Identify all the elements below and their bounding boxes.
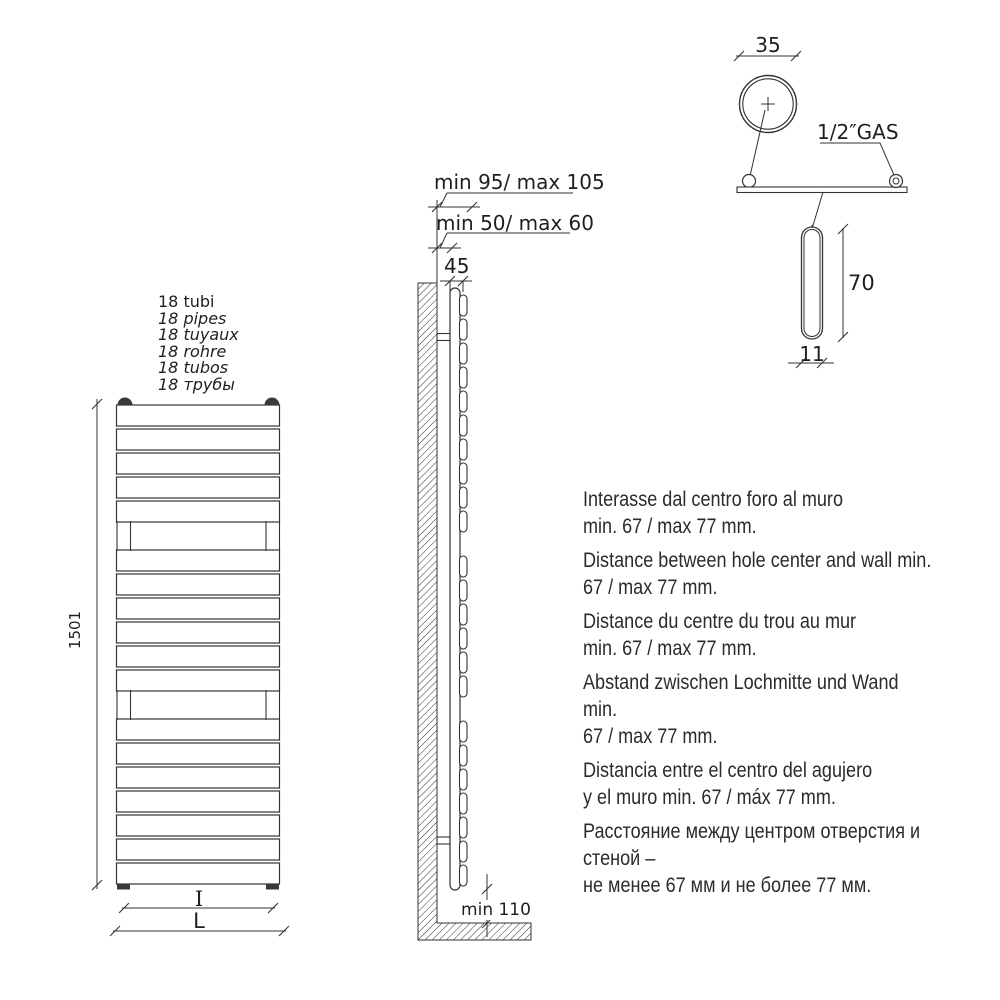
front-panel bbox=[117, 646, 280, 667]
side-panel bbox=[460, 487, 468, 508]
front-panel bbox=[117, 767, 280, 788]
side-panel bbox=[460, 628, 468, 649]
wall-offset-mid-dimension-label: min 50/ max 60 bbox=[436, 211, 594, 235]
top-bar bbox=[737, 187, 907, 193]
side-panel bbox=[460, 463, 468, 484]
tube-label-fr: 18 tuyaux bbox=[158, 325, 239, 344]
side-panel bbox=[460, 367, 468, 388]
note-it bbox=[583, 486, 933, 540]
top-cap-right bbox=[265, 398, 280, 405]
overall-width-dimension-label: L bbox=[193, 909, 205, 933]
side-panel bbox=[460, 391, 468, 412]
side-panel bbox=[460, 295, 468, 316]
side-view bbox=[437, 288, 467, 890]
wall-floor-section bbox=[418, 283, 531, 940]
note-line: min. 67 / max 77 mm. bbox=[583, 636, 757, 660]
note-line: 67 / max 77 mm. bbox=[583, 575, 718, 599]
side-panel bbox=[460, 580, 468, 601]
tube-label-ru: 18 трубы bbox=[158, 374, 235, 394]
front-panel bbox=[117, 405, 280, 426]
wall-bracket-bottom bbox=[437, 837, 450, 844]
gas-connection-label: 1/2″GAS bbox=[817, 120, 899, 144]
side-panel bbox=[460, 721, 468, 742]
note-line: Distance du centre du trou au mur bbox=[583, 609, 857, 633]
note-line: 67 / max 77 mm. bbox=[583, 724, 718, 748]
front-panel bbox=[117, 453, 280, 474]
side-panel bbox=[460, 439, 468, 460]
note-ru bbox=[583, 818, 933, 899]
front-view bbox=[117, 398, 280, 890]
installation-notes bbox=[583, 486, 933, 906]
top-cap-left bbox=[118, 398, 133, 405]
foot-right bbox=[266, 884, 279, 890]
side-panel bbox=[460, 865, 468, 886]
right-connection-outer bbox=[890, 175, 903, 188]
side-collector-tube bbox=[450, 288, 460, 890]
note-line: не менее 67 мм и не более 77 мм. bbox=[583, 873, 872, 897]
tube-label-it: 18 tubi bbox=[158, 292, 215, 311]
side-panel bbox=[460, 604, 468, 625]
collector-diameter-dimension-label: 35 bbox=[755, 33, 781, 57]
front-panel bbox=[117, 501, 280, 522]
slot-height-dimension-label: 70 bbox=[848, 271, 875, 295]
side-panel bbox=[460, 745, 468, 766]
note-line: Distancia entre el centro del agujero bbox=[583, 758, 873, 782]
front-panel bbox=[117, 743, 280, 764]
front-panel bbox=[117, 598, 280, 619]
front-panel bbox=[117, 839, 280, 860]
note-line: min. 67 / max 77 mm. bbox=[583, 514, 757, 538]
floor-clearance-dimension-label: min 110 bbox=[459, 900, 533, 920]
side-panel bbox=[460, 319, 468, 340]
side-panel bbox=[460, 652, 468, 673]
front-panel bbox=[117, 550, 280, 571]
inner-width-dimension-label: I bbox=[194, 887, 204, 911]
side-panel bbox=[460, 556, 468, 577]
slot-outer bbox=[802, 227, 823, 339]
height-dimension-label: 1501 bbox=[66, 610, 84, 650]
tube-count-labels bbox=[158, 294, 239, 393]
note-line: Расстояние между центром отверстия и стеной – bbox=[583, 819, 921, 870]
side-panel bbox=[460, 769, 468, 790]
note-line: Interasse dal centro foro al muro bbox=[583, 487, 843, 511]
note-fr bbox=[583, 608, 933, 662]
tube-label-de: 18 rohre bbox=[158, 341, 227, 361]
front-panel bbox=[117, 719, 280, 740]
tube-label-es: 18 tubos bbox=[158, 358, 229, 377]
side-panel bbox=[460, 343, 468, 364]
detail-view bbox=[736, 56, 907, 363]
note-en bbox=[583, 547, 933, 601]
note-es bbox=[583, 757, 933, 811]
depth-dimension-label: 45 bbox=[444, 254, 470, 278]
side-panel bbox=[460, 511, 468, 532]
side-panel bbox=[460, 676, 468, 697]
front-panel bbox=[117, 670, 280, 691]
front-panel bbox=[117, 429, 280, 450]
note-de bbox=[583, 669, 933, 750]
side-panel bbox=[460, 793, 468, 814]
wall-bracket-top bbox=[437, 334, 450, 341]
front-panel bbox=[117, 815, 280, 836]
note-line: Distance between hole center and wall min. bbox=[583, 548, 932, 572]
slot-width-dimension-label: 11 bbox=[799, 342, 825, 366]
side-panel bbox=[460, 817, 468, 838]
note-line: Abstand zwischen Lochmitte und Wand min. bbox=[583, 670, 899, 721]
front-panel bbox=[117, 791, 280, 812]
note-line: y el muro min. 67 / máx 77 mm. bbox=[583, 785, 836, 809]
front-panels bbox=[117, 405, 280, 884]
side-panel bbox=[460, 841, 468, 862]
side-panels bbox=[460, 295, 468, 886]
side-panel bbox=[460, 415, 468, 436]
tube-label-en: 18 pipes bbox=[158, 308, 227, 328]
front-panel bbox=[117, 863, 280, 884]
front-panel bbox=[117, 574, 280, 595]
left-connection bbox=[743, 175, 756, 188]
front-panel bbox=[117, 477, 280, 498]
front-panel bbox=[117, 622, 280, 643]
foot-left bbox=[117, 884, 130, 890]
wall-offset-top-dimension-label: min 95/ max 105 bbox=[434, 170, 605, 194]
